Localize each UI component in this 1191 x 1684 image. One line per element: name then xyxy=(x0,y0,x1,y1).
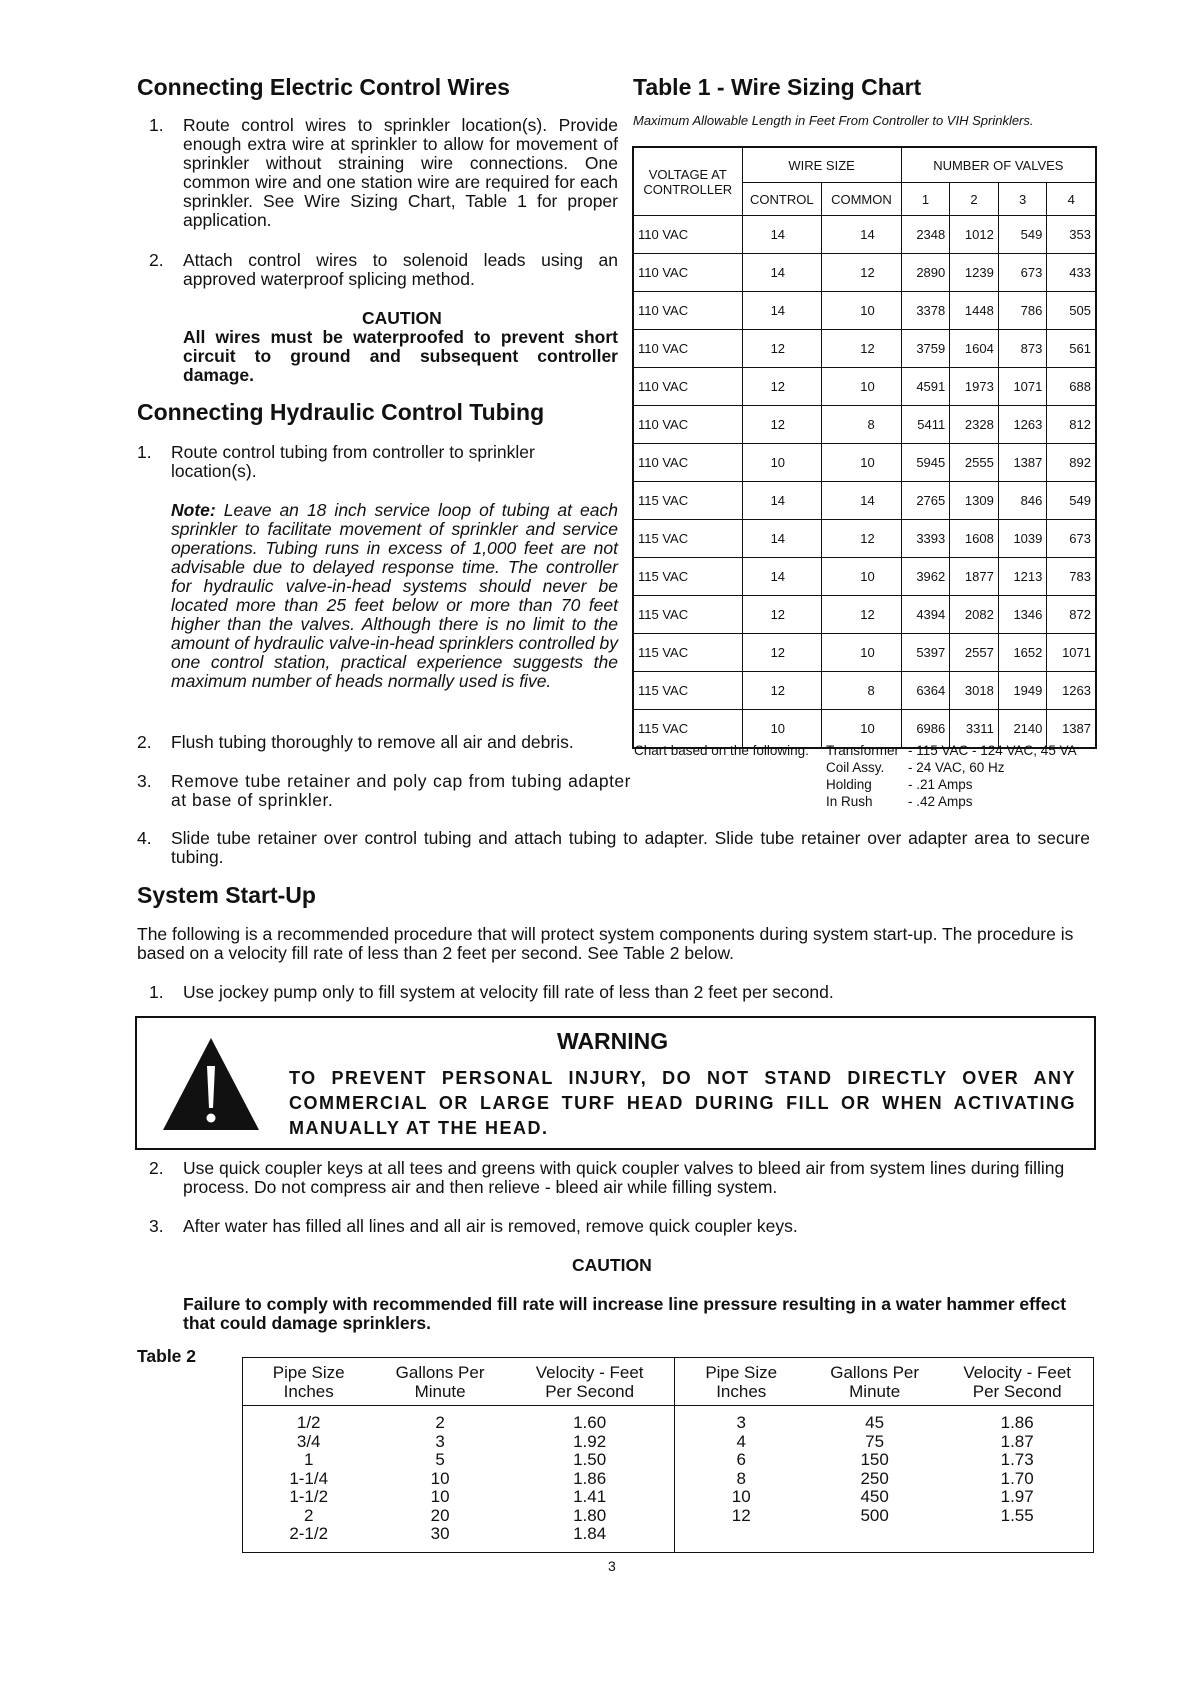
startup-caution-title: CAUTION xyxy=(572,1255,652,1275)
col-control: CONTROL xyxy=(742,183,822,216)
table-cell: 14 xyxy=(822,216,902,254)
table-value: 450 xyxy=(860,1487,889,1506)
table-cell: 110 VAC xyxy=(633,330,742,368)
table-cell: 12 xyxy=(822,330,902,368)
table-cell: 10 xyxy=(742,710,822,749)
table-cell: 10 xyxy=(822,444,902,482)
item-number: 3. xyxy=(149,1216,164,1236)
fill-rate-table xyxy=(242,1357,1094,1553)
table-cell: 5945 xyxy=(901,444,950,482)
table-cell: 1263 xyxy=(998,406,1047,444)
startup-item-3 xyxy=(149,1217,1090,1236)
velocity-values xyxy=(506,1406,674,1553)
col-velocity: Velocity - Feet Per Second xyxy=(506,1358,674,1406)
table-cell: 1604 xyxy=(950,330,999,368)
table-value: 45 xyxy=(865,1413,885,1432)
table-cell: 115 VAC xyxy=(633,558,742,596)
basis-row: Holding - .21 Amps xyxy=(826,777,973,792)
table-cell: 12 xyxy=(742,634,822,672)
table-cell: 2557 xyxy=(950,634,999,672)
table-row xyxy=(633,406,1096,444)
table-cell: 2328 xyxy=(950,406,999,444)
table1-heading: Table 1 - Wire Sizing Chart xyxy=(633,74,922,100)
table-cell: 1346 xyxy=(998,596,1047,634)
table-row xyxy=(633,558,1096,596)
table-value: 1 xyxy=(303,1450,314,1469)
electric-caution-title: CAUTION xyxy=(362,308,442,328)
wire-sizing-table xyxy=(632,146,1097,749)
table-cell: 12 xyxy=(822,254,902,292)
table-cell: 3393 xyxy=(901,520,950,558)
startup-caution-text: Failure to comply with recommended fill rate will increase line pressure resulting in a water hammer effect that could damage sprinklers. xyxy=(183,1294,1067,1333)
table-cell: 549 xyxy=(998,216,1047,254)
col-valve-2: 2 xyxy=(950,183,999,216)
table-cell: 1239 xyxy=(950,254,999,292)
warning-box xyxy=(135,1016,1096,1150)
table-cell: 1263 xyxy=(1047,672,1096,710)
table-value: 6 xyxy=(736,1450,746,1469)
table-cell: 812 xyxy=(1047,406,1096,444)
table-value: 150 xyxy=(860,1450,889,1469)
table-value: 3/4 xyxy=(296,1431,321,1451)
table-value: 12 xyxy=(731,1505,751,1525)
table-cell: 2765 xyxy=(901,482,950,520)
table-cell: 10 xyxy=(742,444,822,482)
table-cell: 115 VAC xyxy=(633,672,742,710)
pipe-size-values xyxy=(674,1406,808,1553)
item-number: 1. xyxy=(137,442,152,462)
item-number: 1. xyxy=(149,982,164,1002)
table-cell: 892 xyxy=(1047,444,1096,482)
table-cell: 5397 xyxy=(901,634,950,672)
table-cell: 8 xyxy=(822,406,902,444)
table-cell: 14 xyxy=(742,520,822,558)
table-value: 250 xyxy=(860,1468,889,1488)
table-value: 500 xyxy=(860,1505,889,1525)
table-value: 3 xyxy=(435,1431,445,1451)
table-cell: 14 xyxy=(742,216,822,254)
table-cell: 1877 xyxy=(950,558,999,596)
table-value: 2 xyxy=(435,1413,445,1432)
col-valve-1: 1 xyxy=(901,183,950,216)
table-value: 1.60 xyxy=(573,1413,607,1432)
velocity-values xyxy=(941,1406,1093,1553)
startup-item-2 xyxy=(149,1159,1090,1197)
heading-startup: System Start-Up xyxy=(137,882,316,908)
item-text: Slide tube retainer over control tubing and attach tubing to adapter. Slide tube retainer over adapter area to secure tubing. xyxy=(171,828,1090,867)
table-value: 4 xyxy=(736,1431,746,1451)
col-voltage: VOLTAGE AT CONTROLLER xyxy=(633,147,742,216)
table-cell: 115 VAC xyxy=(633,520,742,558)
table-cell: 110 VAC xyxy=(633,292,742,330)
warning-title: WARNING xyxy=(557,1028,669,1054)
table-cell: 6986 xyxy=(901,710,950,749)
table-value: 1.97 xyxy=(1000,1487,1034,1506)
table-cell: 1012 xyxy=(950,216,999,254)
table-cell: 505 xyxy=(1047,292,1096,330)
table-cell: 12 xyxy=(742,330,822,368)
table-value: 1-1/2 xyxy=(289,1487,329,1506)
table-value: 75 xyxy=(865,1431,885,1451)
item-text: Remove tube retainer and poly cap from tubing adapter at base of sprinkler. xyxy=(171,771,631,810)
table-value: 1.70 xyxy=(1000,1468,1034,1488)
basis-row: Coil Assy. - 24 VAC, 60 Hz xyxy=(826,760,1005,775)
col-valve-4: 4 xyxy=(1047,183,1096,216)
item-text: Route control tubing from controller to sprinkler location(s). xyxy=(171,442,535,481)
item-number: 4. xyxy=(137,828,152,848)
table-cell: 115 VAC xyxy=(633,710,742,749)
table-value: 20 xyxy=(430,1505,450,1525)
table-cell: 8 xyxy=(822,672,902,710)
basis-row: In Rush - .42 Amps xyxy=(826,794,973,809)
col-number-of-valves: NUMBER OF VALVES xyxy=(901,147,1096,183)
chart-basis-label: Chart based on the following: xyxy=(634,743,809,758)
page-number: 3 xyxy=(608,1558,616,1574)
table-row xyxy=(633,520,1096,558)
item-text: Use jockey pump only to fill system at velocity fill rate of less than 2 feet per second. xyxy=(183,982,834,1002)
startup-item-1 xyxy=(149,983,1090,1002)
table-cell: 549 xyxy=(1047,482,1096,520)
table-cell: 5411 xyxy=(901,406,950,444)
col-common: COMMON xyxy=(822,183,902,216)
table-cell: 1448 xyxy=(950,292,999,330)
table-cell: 12 xyxy=(742,596,822,634)
table-cell: 115 VAC xyxy=(633,596,742,634)
col-pipe-size: Pipe Size Inches xyxy=(243,1358,375,1406)
table-cell: 110 VAC xyxy=(633,216,742,254)
table-cell: 3311 xyxy=(950,710,999,749)
chart-basis-list xyxy=(826,742,1077,810)
table-cell: 1071 xyxy=(998,368,1047,406)
hydraulic-note xyxy=(171,501,618,691)
table-cell: 673 xyxy=(1047,520,1096,558)
col-wire-size: WIRE SIZE xyxy=(742,147,901,183)
table-cell: 12 xyxy=(742,406,822,444)
electric-item-1 xyxy=(149,116,618,230)
table-cell: 1652 xyxy=(998,634,1047,672)
table-row xyxy=(633,330,1096,368)
table-cell: 115 VAC xyxy=(633,482,742,520)
table-cell: 12 xyxy=(822,596,902,634)
table-cell: 110 VAC xyxy=(633,254,742,292)
table-cell: 3018 xyxy=(950,672,999,710)
table-value: 1.84 xyxy=(573,1524,607,1543)
table-value: 2-1/2 xyxy=(289,1524,329,1543)
col-velocity: Velocity - Feet Per Second xyxy=(941,1358,1093,1406)
gallons-values xyxy=(374,1406,505,1553)
item-text: Flush tubing thoroughly to remove all air and debris. xyxy=(171,732,574,752)
table-cell: 2555 xyxy=(950,444,999,482)
table-row xyxy=(633,254,1096,292)
table-cell: 1608 xyxy=(950,520,999,558)
table-row xyxy=(633,368,1096,406)
table-value: 10 xyxy=(430,1487,450,1506)
table-cell: 12 xyxy=(822,520,902,558)
table-cell: 110 VAC xyxy=(633,368,742,406)
table-cell: 10 xyxy=(822,710,902,749)
table-cell: 10 xyxy=(822,368,902,406)
table-value: 5 xyxy=(435,1450,445,1469)
note-text: Leave an 18 inch service loop of tubing at each sprinkler to facilitate movement of sprinkler and service operations. Tubing runs in excess of 1,000 feet are not advisable due to delayed response time. The controller for hydraulic valve-in-head systems should never be located more than 25 feet below or more than 70 feet higher than the valves. Although there is no limit to the amount of hydraulic valve-in-head sprinklers controlled by one control station, practical experience suggests the maximum number of heads normally used is five. xyxy=(171,500,618,691)
table-value: 1.87 xyxy=(1000,1431,1034,1451)
col-gallons: Gallons Per Minute xyxy=(374,1358,505,1406)
table-cell: 2348 xyxy=(901,216,950,254)
table-row xyxy=(633,482,1096,520)
table-cell: 1949 xyxy=(998,672,1047,710)
table-cell: 2082 xyxy=(950,596,999,634)
wire-sizing-table-body xyxy=(633,216,1096,749)
item-number: 2. xyxy=(149,1158,164,1178)
table-value: 10 xyxy=(430,1468,450,1488)
table-row xyxy=(633,634,1096,672)
table-row xyxy=(633,596,1096,634)
electric-caution-text: All wires must be waterproofed to prevent short circuit to ground and subsequent controller damage. xyxy=(183,327,618,385)
table-cell: 3962 xyxy=(901,558,950,596)
table-value: 2 xyxy=(303,1505,314,1525)
pipe-size-values xyxy=(243,1406,375,1553)
table-cell: 110 VAC xyxy=(633,444,742,482)
table-value: 1.92 xyxy=(573,1431,607,1451)
col-valve-3: 3 xyxy=(998,183,1047,216)
table-value: 1.86 xyxy=(573,1468,607,1488)
table-cell: 14 xyxy=(742,482,822,520)
table-cell: 10 xyxy=(822,634,902,672)
table2-label: Table 2 xyxy=(137,1346,197,1366)
table-cell: 353 xyxy=(1047,216,1096,254)
table-row xyxy=(633,292,1096,330)
item-text: Route control wires to sprinkler location(s). Provide enough extra wire at sprinkler to allow for movement of sprinkler without straining wire connections. One common wire and one station wire are required for each sprinkler. See Wire Sizing Chart, Table 1 for proper application. xyxy=(183,115,618,230)
table-row xyxy=(633,216,1096,254)
hydraulic-item-3 xyxy=(137,772,631,810)
table-cell: 688 xyxy=(1047,368,1096,406)
table-value: 1.73 xyxy=(1000,1450,1034,1469)
heading-electric: Connecting Electric Control Wires xyxy=(137,74,510,100)
table-cell: 4394 xyxy=(901,596,950,634)
hydraulic-item-4 xyxy=(137,829,1090,867)
table2-header-row xyxy=(243,1358,1094,1406)
col-gallons: Gallons Per Minute xyxy=(808,1358,941,1406)
table-cell: 14 xyxy=(742,292,822,330)
table-value: 8 xyxy=(736,1468,746,1488)
table-value: 1.50 xyxy=(573,1450,607,1469)
basis-row: Transformer - 115 VAC - 124 VAC, 45 VA xyxy=(826,743,1077,758)
table-cell: 846 xyxy=(998,482,1047,520)
hydraulic-item-2 xyxy=(137,733,617,752)
table-cell: 1039 xyxy=(998,520,1047,558)
table-value: 1.41 xyxy=(573,1487,607,1506)
item-text: Use quick coupler keys at all tees and greens with quick coupler valves to bleed air from system lines during filling process. Do not compress air and then relieve - bleed air while filling system. xyxy=(183,1158,1065,1197)
note-label: Note: xyxy=(171,500,216,520)
table-cell: 14 xyxy=(822,482,902,520)
table-cell: 786 xyxy=(998,292,1047,330)
table-cell: 3378 xyxy=(901,292,950,330)
table-cell: 1387 xyxy=(1047,710,1096,749)
table-value: 1.55 xyxy=(1000,1505,1034,1525)
hydraulic-item-1 xyxy=(137,443,597,481)
item-text: After water has filled all lines and all air is removed, remove quick coupler keys. xyxy=(183,1216,798,1236)
gallons-values xyxy=(808,1406,941,1553)
table-cell: 783 xyxy=(1047,558,1096,596)
item-text: Attach control wires to solenoid leads using an approved waterproof splicing method. xyxy=(183,250,618,289)
table-cell: 12 xyxy=(742,368,822,406)
col-pipe-size: Pipe Size Inches xyxy=(674,1358,808,1406)
table-cell: 1071 xyxy=(1047,634,1096,672)
table-value: 3 xyxy=(736,1413,746,1432)
table-value: 1/2 xyxy=(296,1413,321,1432)
table-value: 1.86 xyxy=(1000,1413,1034,1432)
table-cell: 4591 xyxy=(901,368,950,406)
table1-subtitle: Maximum Allowable Length in Feet From Controller to VIH Sprinklers. xyxy=(633,113,1034,128)
table-cell: 1387 xyxy=(998,444,1047,482)
table-cell: 115 VAC xyxy=(633,634,742,672)
warning-text: TO PREVENT PERSONAL INJURY, DO NOT STAND DIRECTLY OVER ANY COMMERCIAL OR LARGE TURF HEAD DURING FILL OR WHEN ACTIVATING MANUALLY AT THE HEAD. xyxy=(289,1068,1076,1138)
table-cell: 2890 xyxy=(901,254,950,292)
table-cell: 3759 xyxy=(901,330,950,368)
table-value: 30 xyxy=(430,1524,450,1543)
table-value: 1-1/4 xyxy=(289,1468,329,1488)
heading-hydraulic: Connecting Hydraulic Control Tubing xyxy=(137,399,545,425)
table-cell: 1213 xyxy=(998,558,1047,596)
table-row xyxy=(633,444,1096,482)
startup-intro: The following is a recommended procedure that will protect system components during system start-up. The procedure is based on a velocity fill rate of less than 2 feet per second. See Table 2 below. xyxy=(137,924,1074,963)
table-cell: 14 xyxy=(742,254,822,292)
table-cell: 12 xyxy=(742,672,822,710)
table-cell: 1973 xyxy=(950,368,999,406)
table-value: 10 xyxy=(731,1487,751,1506)
item-number: 1. xyxy=(149,115,164,135)
table-cell: 110 VAC xyxy=(633,406,742,444)
table-cell: 10 xyxy=(822,558,902,596)
table-cell: 6364 xyxy=(901,672,950,710)
table-cell: 1309 xyxy=(950,482,999,520)
item-number: 3. xyxy=(137,771,152,791)
table-cell: 2140 xyxy=(998,710,1047,749)
table-cell: 433 xyxy=(1047,254,1096,292)
table-cell: 561 xyxy=(1047,330,1096,368)
table-cell: 10 xyxy=(822,292,902,330)
item-number: 2. xyxy=(149,250,164,270)
table-cell: 673 xyxy=(998,254,1047,292)
table-row xyxy=(633,672,1096,710)
table2-body-row xyxy=(243,1406,1094,1553)
table-cell: 14 xyxy=(742,558,822,596)
item-number: 2. xyxy=(137,732,152,752)
table-value: 1.80 xyxy=(573,1505,607,1525)
table-cell: 872 xyxy=(1047,596,1096,634)
warning-triangle-icon xyxy=(161,1036,261,1132)
table-cell: 873 xyxy=(998,330,1047,368)
electric-item-2 xyxy=(149,251,618,289)
